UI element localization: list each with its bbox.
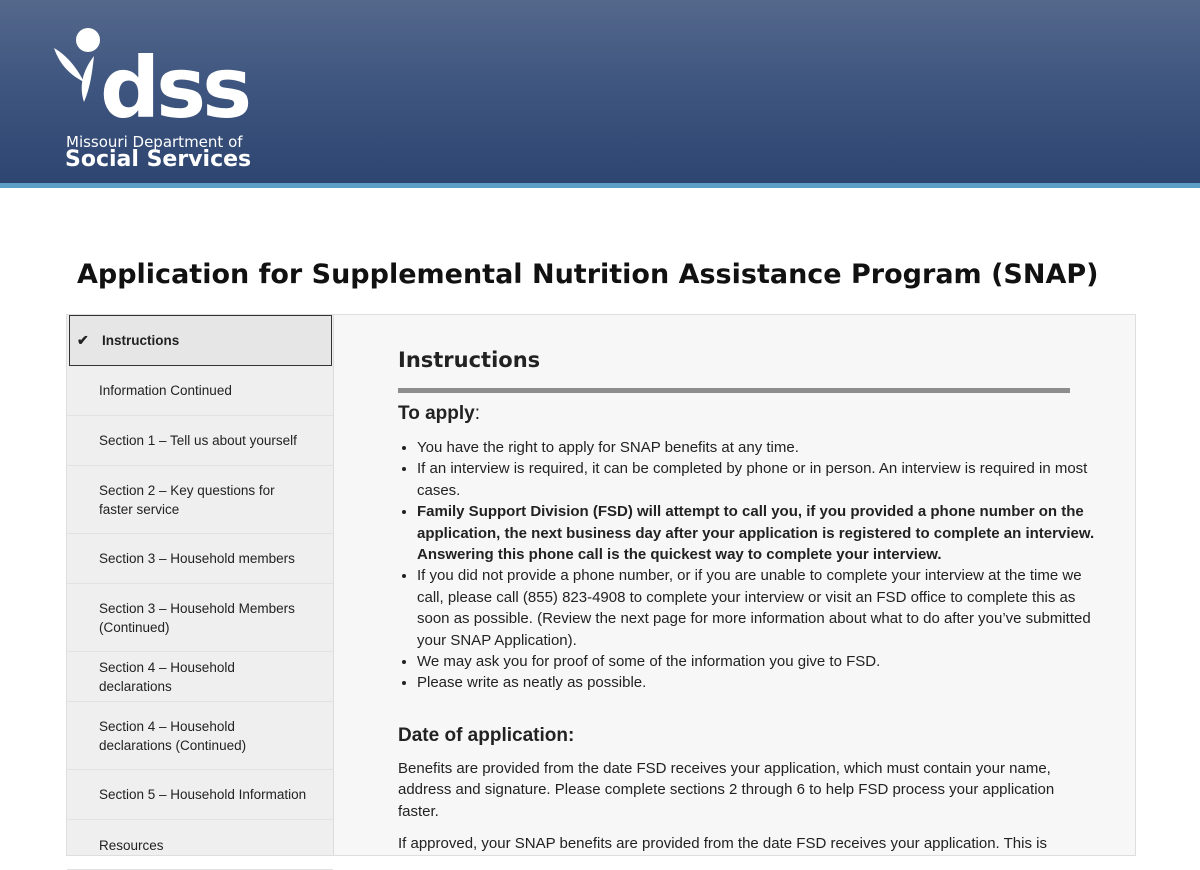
date-heading: Date of application: <box>398 725 575 746</box>
list-item: • If an interview is required, it can be completed by phone or in person. An interview is required in most cases. <box>417 458 1097 501</box>
list-item: • Please write as neatly as possible. <box>417 672 1097 693</box>
sidebar-item-label: Section 4 – Household declarations <box>99 659 235 694</box>
header-stripe <box>0 183 1200 188</box>
list-item: • If you did not provide a phone number, or if you are unable to complete your interview at the time we call, please call (855) 823-4908 to complete your interview or visit an FSD office to complete this as soon as possible. (Review the next page for more information about what to do after you’ve submitted your SNAP Application). <box>417 565 1097 651</box>
sidebar-item-section-4[interactable] <box>67 652 333 702</box>
sidebar-item-label: Section 1 – Tell us about yourself <box>99 433 297 448</box>
logo-wordmark: dss <box>100 39 249 137</box>
sidebar-item-section-2[interactable] <box>67 466 333 534</box>
date-paragraph-2: If approved, your SNAP benefits are provided from the date FSD receives your application. This is <box>398 835 1047 852</box>
sidebar-item-section-5[interactable] <box>67 770 333 820</box>
to-apply-colon: : <box>474 403 480 424</box>
sidebar-item-section-3[interactable] <box>67 534 333 584</box>
sidebar-item-label: Information Continued <box>99 383 232 398</box>
sidebar-item-label: Section 4 – Household declarations (Continued) <box>99 718 247 753</box>
sidebar-item-section-1[interactable] <box>67 416 333 466</box>
logo-line2: Social Services <box>65 147 252 172</box>
sidebar-item-label: Section 3 – Household Members (Continued) <box>99 600 295 635</box>
checkmark-icon: ✔ <box>77 332 89 348</box>
sidebar-item-label: Section 5 – Household Information <box>99 787 307 802</box>
sidebar-item-resources[interactable] <box>67 820 333 870</box>
sidebar-item-section-3-continued[interactable] <box>67 584 333 652</box>
form-layout <box>66 314 1136 856</box>
date-paragraph-1: Benefits are provided from the date FSD receives your application, which must contain your name, address and signature. Please complete sections 2 through 6 to help FSD process your application faster. <box>398 760 1055 820</box>
sidebar-item-label: Instructions <box>102 333 180 348</box>
list-item: • We may ask you for proof of some of the information you give to FSD. <box>417 651 1097 672</box>
sidebar-item-label: Resources <box>99 838 164 853</box>
sidebar-item-label: Section 3 – Household members <box>99 551 295 566</box>
logo-line1: Missouri Department of <box>66 133 243 151</box>
page-title: Application for Supplemental Nutrition Assistance Program (SNAP) <box>77 259 1099 290</box>
apply-bullets <box>398 437 1097 694</box>
content-heading: Instructions <box>398 348 541 372</box>
list-item: • Family Support Division (FSD) will attempt to call you, if you provided a phone number on the application, the next business day after your application is registered to complete an interview. Answering this phone call is the quickest way to complete your interview. <box>417 501 1097 565</box>
site-header <box>0 0 1200 183</box>
heading-rule <box>398 388 1070 393</box>
sidebar-item-information-continued[interactable] <box>67 366 333 416</box>
list-item: • You have the right to apply for SNAP benefits at any time. <box>417 437 1097 458</box>
sidebar-item-section-4-continued[interactable] <box>67 702 333 770</box>
dss-logo[interactable] <box>50 26 252 176</box>
sidebar-item-instructions[interactable] <box>69 315 332 366</box>
sidebar-nav <box>67 315 334 855</box>
to-apply-label: To apply <box>398 403 475 424</box>
sidebar-item-label: Section 2 – Key questions for faster service <box>99 482 275 517</box>
to-apply-heading <box>398 403 480 425</box>
